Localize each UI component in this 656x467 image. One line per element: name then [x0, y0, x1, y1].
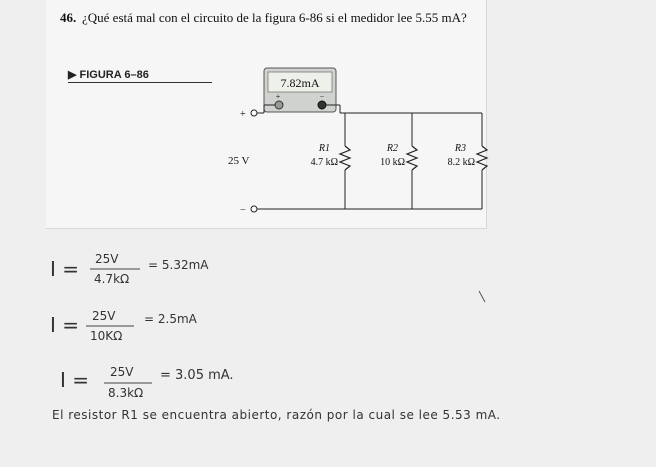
calc2-result: = 2.5mA — [144, 312, 197, 326]
supply-plus-terminal — [251, 110, 257, 116]
calc1-numerator: 25V — [95, 252, 119, 266]
meter-minus-terminal — [318, 101, 326, 109]
figure-label: ▶ FIGURA 6–86 — [68, 69, 149, 81]
question-number: 46. — [60, 10, 77, 25]
calc3-lhs: I = — [60, 368, 90, 392]
supply-voltage-label: 25 V — [228, 155, 250, 167]
supply-plus-label: + — [240, 109, 246, 120]
r2-name: R2 — [386, 143, 398, 154]
r3-value: 8.2 kΩ — [447, 157, 475, 168]
resistor-r1 — [340, 146, 350, 170]
calc3-result: = 3.05 mA. — [160, 368, 234, 383]
meter-plus-sign: + — [275, 92, 281, 101]
calc1-result: = 5.32mA — [148, 258, 209, 272]
r2-value: 10 kΩ — [380, 157, 405, 168]
conclusion-text: El resistor R1 se encuentra abierto, razón por la cual se lee 5.53 mA. — [52, 408, 501, 422]
calc3-denominator: 8.3kΩ — [108, 386, 144, 400]
calc1-denominator: 4.7kΩ — [94, 272, 130, 286]
calc2-numerator: 25V — [92, 309, 116, 323]
resistor-r3 — [477, 146, 487, 170]
supply-minus-terminal — [251, 206, 257, 212]
supply-minus-label: − — [240, 205, 246, 216]
r3-name: R3 — [454, 143, 466, 154]
r1-value: 4.7 kΩ — [310, 157, 338, 168]
ammeter-reading: 7.82mA — [280, 76, 320, 90]
arrow-right-icon: ▶ — [68, 69, 77, 81]
question-text: ¿Qué está mal con el circuito de la figura 6-86 si el medidor lee 5.55 mA? — [82, 10, 467, 25]
meter-minus-sign: − — [319, 92, 325, 101]
pen-mark — [479, 291, 485, 302]
calc3-numerator: 25V — [110, 365, 134, 379]
calc2-denominator: 10KΩ — [90, 329, 123, 343]
r1-name: R1 — [318, 143, 330, 154]
meter-plus-terminal — [275, 101, 283, 109]
resistor-r2 — [407, 146, 417, 170]
calc1-lhs: I = — [50, 257, 80, 281]
calc2-lhs: I = — [50, 313, 80, 337]
